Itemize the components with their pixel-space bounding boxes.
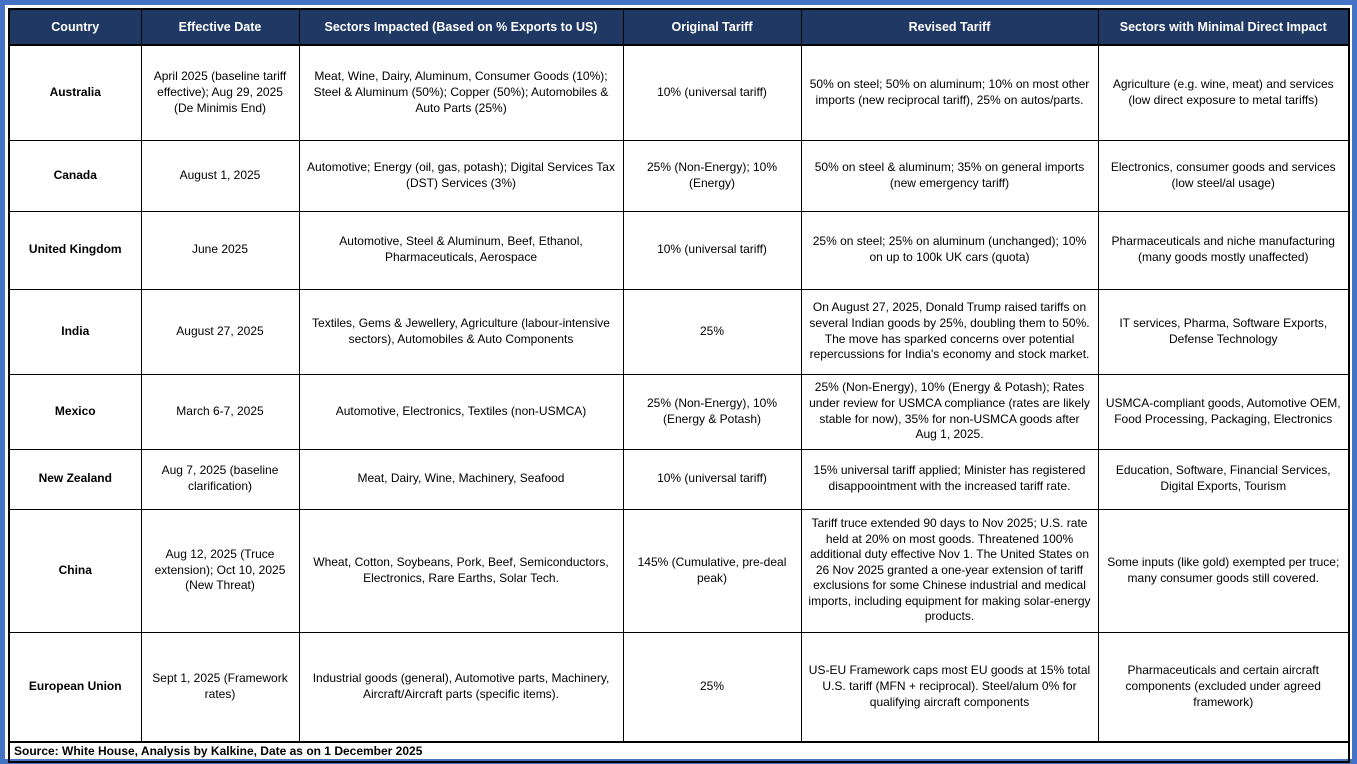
cell-country: Canada — [9, 140, 141, 211]
cell-minimal-impact: Electronics, consumer goods and services (low steel/al usage) — [1098, 140, 1349, 211]
cell-country: China — [9, 509, 141, 632]
tariff-table — [8, 8, 1350, 763]
cell-revised-tariff: Tariff truce extended 90 days to Nov 2025; U.S. rate held at 20% on most goods. Threatened 100% additional duty effective Nov 1. The United States on 26 Nov 2025 granted a one-year extension of tariff exclusions for some Chinese industrial and medical imports, including equipment for making solar-energy products. — [801, 509, 1098, 632]
cell-country: United Kingdom — [9, 211, 141, 289]
cell-minimal-impact: USMCA-compliant goods, Automotive OEM, Food Processing, Packaging, Electronics — [1098, 374, 1349, 449]
cell-minimal-impact: Agriculture (e.g. wine, meat) and services (low direct exposure to metal tariffs) — [1098, 45, 1349, 140]
cell-sectors-impacted: Automotive; Energy (oil, gas, potash); Digital Services Tax (DST) Services (3%) — [299, 140, 623, 211]
cell-original-tariff: 25% (Non-Energy); 10% (Energy) — [623, 140, 801, 211]
cell-original-tariff: 25% (Non-Energy), 10% (Energy & Potash) — [623, 374, 801, 449]
cell-sectors-impacted: Wheat, Cotton, Soybeans, Pork, Beef, Semiconductors, Electronics, Rare Earths, Solar Tech. — [299, 509, 623, 632]
cell-effective-date: Aug 12, 2025 (Truce extension); Oct 10, 2025 (New Threat) — [141, 509, 299, 632]
table-row-new-zealand — [9, 449, 1349, 509]
cell-effective-date: April 2025 (baseline tariff effective); Aug 29, 2025 (De Minimis End) — [141, 45, 299, 140]
table-row-india — [9, 289, 1349, 374]
cell-original-tariff: 10% (universal tariff) — [623, 45, 801, 140]
cell-original-tariff: 10% (universal tariff) — [623, 449, 801, 509]
header-row — [9, 9, 1349, 45]
cell-effective-date: June 2025 — [141, 211, 299, 289]
cell-original-tariff: 145% (Cumulative, pre-deal peak) — [623, 509, 801, 632]
cell-original-tariff: 25% — [623, 632, 801, 742]
cell-revised-tariff: 50% on steel; 50% on aluminum; 10% on most other imports (new reciprocal tariff), 25% on autos/parts. — [801, 45, 1098, 140]
cell-effective-date: Aug 7, 2025 (baseline clarification) — [141, 449, 299, 509]
column-header-country: Country — [9, 9, 141, 45]
cell-minimal-impact: IT services, Pharma, Software Exports, Defense Technology — [1098, 289, 1349, 374]
cell-revised-tariff: 25% (Non-Energy), 10% (Energy & Potash); Rates under review for USMCA compliance (rates are likely stable for now), 35% for non-USMCA goods after Aug 1, 2025. — [801, 374, 1098, 449]
cell-revised-tariff: 15% universal tariff applied; Minister has registered disappoointment with the increased tariff rate. — [801, 449, 1098, 509]
cell-effective-date: Sept 1, 2025 (Framework rates) — [141, 632, 299, 742]
cell-original-tariff: 25% — [623, 289, 801, 374]
cell-revised-tariff: 25% on steel; 25% on aluminum (unchanged); 10% on up to 100k UK cars (quota) — [801, 211, 1098, 289]
table-row-china — [9, 509, 1349, 632]
cell-country: New Zealand — [9, 449, 141, 509]
cell-revised-tariff: On August 27, 2025, Donald Trump raised tariffs on several Indian goods by 25%, doubling them to 50%. The move has sparked concerns over potential repercussions for India's economy and stock market. — [801, 289, 1098, 374]
source-row — [9, 742, 1349, 762]
table-row-mexico — [9, 374, 1349, 449]
cell-country: Mexico — [9, 374, 141, 449]
cell-sectors-impacted: Meat, Wine, Dairy, Aluminum, Consumer Goods (10%); Steel & Aluminum (50%); Copper (50%); Automobiles & Auto Parts (25%) — [299, 45, 623, 140]
cell-sectors-impacted: Textiles, Gems & Jewellery, Agriculture (labour-intensive sectors), Automobiles & Auto Components — [299, 289, 623, 374]
cell-country: Australia — [9, 45, 141, 140]
column-header-effective-date: Effective Date — [141, 9, 299, 45]
column-header-original-tariff: Original Tariff — [623, 9, 801, 45]
source-note: Source: White House, Analysis by Kalkine, Date as on 1 December 2025 — [9, 742, 1349, 762]
cell-revised-tariff: 50% on steel & aluminum; 35% on general imports (new emergency tariff) — [801, 140, 1098, 211]
cell-sectors-impacted: Meat, Dairy, Wine, Machinery, Seafood — [299, 449, 623, 509]
cell-effective-date: August 27, 2025 — [141, 289, 299, 374]
table-row-european-union — [9, 632, 1349, 742]
table-row-canada — [9, 140, 1349, 211]
cell-sectors-impacted: Automotive, Steel & Aluminum, Beef, Ethanol, Pharmaceuticals, Aerospace — [299, 211, 623, 289]
column-header-sectors-impacted: Sectors Impacted (Based on % Exports to US) — [299, 9, 623, 45]
cell-minimal-impact: Education, Software, Financial Services, Digital Exports, Tourism — [1098, 449, 1349, 509]
table-row-united-kingdom — [9, 211, 1349, 289]
cell-revised-tariff: US-EU Framework caps most EU goods at 15% total U.S. tariff (MFN + reciprocal). Steel/alum 0% for qualifying aircraft components — [801, 632, 1098, 742]
cell-minimal-impact: Pharmaceuticals and niche manufacturing (many goods mostly unaffected) — [1098, 211, 1349, 289]
cell-country: India — [9, 289, 141, 374]
column-header-minimal-impact: Sectors with Minimal Direct Impact — [1098, 9, 1349, 45]
cell-effective-date: March 6-7, 2025 — [141, 374, 299, 449]
table-row-australia — [9, 45, 1349, 140]
cell-minimal-impact: Some inputs (like gold) exempted per truce; many consumer goods still covered. — [1098, 509, 1349, 632]
cell-effective-date: August 1, 2025 — [141, 140, 299, 211]
cell-minimal-impact: Pharmaceuticals and certain aircraft components (excluded under agreed framework) — [1098, 632, 1349, 742]
cell-original-tariff: 10% (universal tariff) — [623, 211, 801, 289]
column-header-revised-tariff: Revised Tariff — [801, 9, 1098, 45]
cell-sectors-impacted: Automotive, Electronics, Textiles (non-USMCA) — [299, 374, 623, 449]
cell-sectors-impacted: Industrial goods (general), Automotive parts, Machinery, Aircraft/Aircraft parts (specific items). — [299, 632, 623, 742]
cell-country: European Union — [9, 632, 141, 742]
